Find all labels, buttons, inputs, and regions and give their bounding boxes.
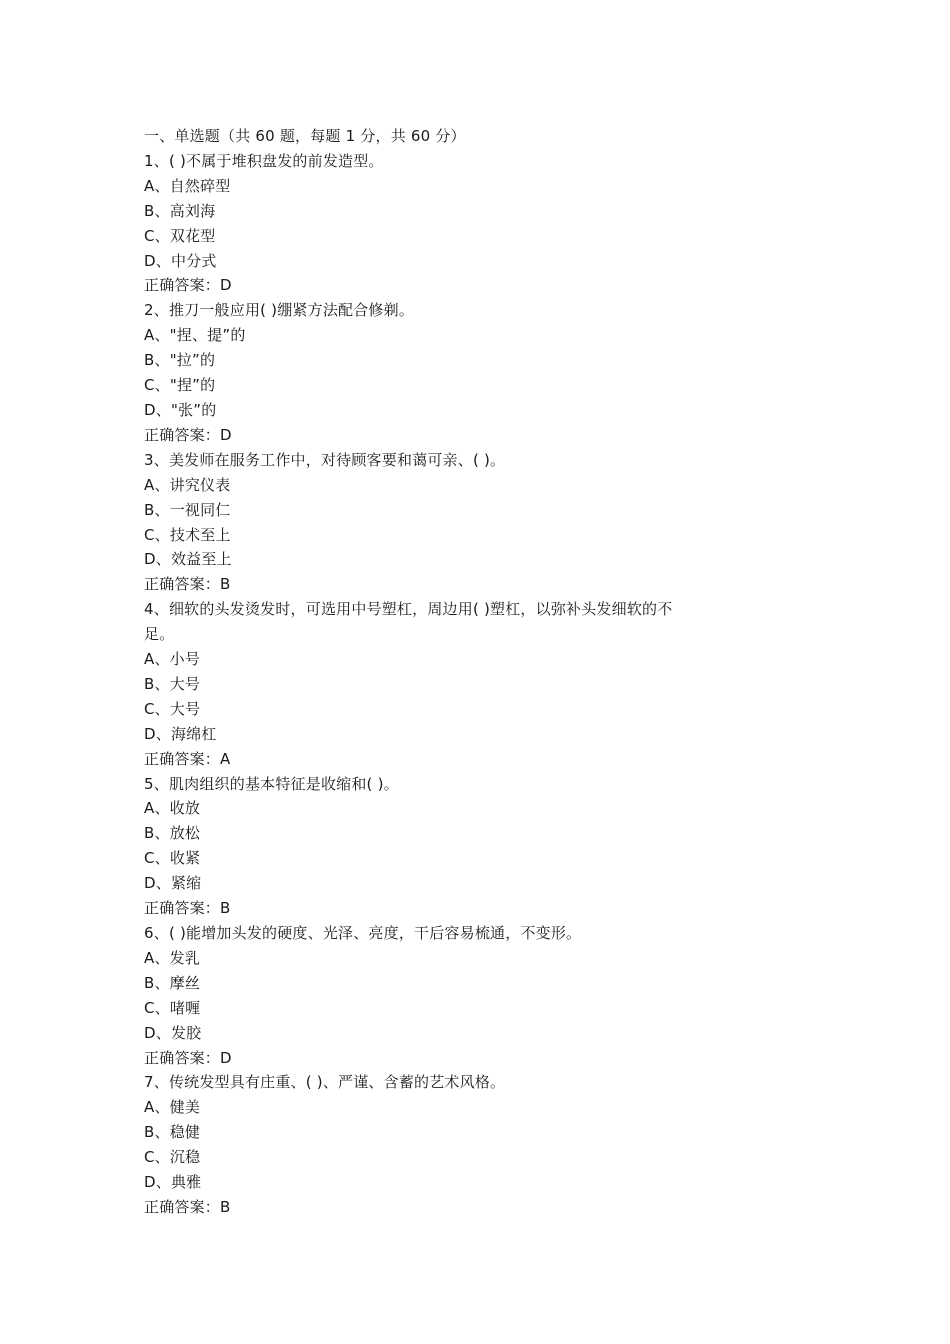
option-d: D、紧缩	[144, 874, 202, 893]
question-7	[144, 1070, 704, 1219]
option-d: D、效益至上	[144, 550, 232, 569]
option-b: B、稳健	[144, 1123, 201, 1142]
section-title: 一、单选题（共 60 题，每题 1 分，共 60 分）	[144, 127, 466, 145]
option-d: D、"张”的	[144, 400, 217, 419]
option-d: D、中分式	[144, 251, 217, 270]
option-c: C、"捏”的	[144, 376, 216, 395]
question-stem: 3、美发师在服务工作中，对待顾客要和蔼可亲、( )。	[144, 450, 506, 469]
correct-answer: 正确答案：B	[144, 899, 231, 918]
option-a: A、小号	[144, 650, 201, 669]
option-a: A、收放	[144, 799, 201, 818]
option-b: B、放松	[144, 824, 201, 843]
question-6	[144, 921, 704, 1070]
option-b: B、大号	[144, 674, 201, 693]
question-stem: 6、( )能增加头发的硬度、光泽、亮度，干后容易梳通，不变形。	[144, 924, 582, 942]
question-stem: 7、传统发型具有庄重、( )、严谨、含蓄的艺术风格。	[144, 1073, 506, 1092]
option-b: B、高刘海	[144, 201, 216, 220]
correct-answer: 正确答案：A	[144, 749, 231, 768]
option-a: A、发乳	[144, 948, 201, 967]
question-3	[144, 448, 704, 597]
option-d: D、典雅	[144, 1173, 202, 1192]
option-a: A、"捏、提”的	[144, 326, 246, 345]
question-stem: 1、( )不属于堆积盘发的前发造型。	[144, 151, 384, 170]
question-2	[144, 298, 704, 447]
question-stem: 5、肌肉组织的基本特征是收缩和( )。	[144, 774, 399, 793]
document-page	[144, 124, 704, 1220]
correct-answer: 正确答案：D	[144, 1048, 232, 1067]
correct-answer: 正确答案：D	[144, 425, 232, 444]
question-4	[144, 597, 704, 771]
option-c: C、双花型	[144, 226, 216, 245]
option-c: C、技术至上	[144, 525, 231, 544]
option-d: D、海绵杠	[144, 724, 217, 743]
option-a: A、健美	[144, 1098, 201, 1117]
option-c: C、啫喱	[144, 998, 201, 1017]
question-1	[144, 149, 704, 298]
option-b: B、一视同仁	[144, 500, 231, 519]
correct-answer: 正确答案：B	[144, 1197, 231, 1216]
option-a: A、自然碎型	[144, 176, 231, 195]
question-stem: 2、推刀一般应用( )绷紧方法配合修剃。	[144, 301, 415, 320]
correct-answer: 正确答案：B	[144, 575, 231, 594]
option-c: C、收紧	[144, 849, 201, 868]
option-c: C、沉稳	[144, 1148, 201, 1167]
correct-answer: 正确答案：D	[144, 276, 232, 295]
option-d: D、发胶	[144, 1023, 202, 1042]
question-stem: 4、细软的头发烫发时，可选用中号塑杠，周边用( )塑杠，以弥补头发细软的不足。	[144, 600, 673, 644]
option-b: B、"拉”的	[144, 351, 216, 370]
option-c: C、大号	[144, 699, 201, 718]
option-a: A、讲究仪表	[144, 475, 231, 494]
question-5	[144, 772, 704, 921]
option-b: B、摩丝	[144, 973, 201, 992]
